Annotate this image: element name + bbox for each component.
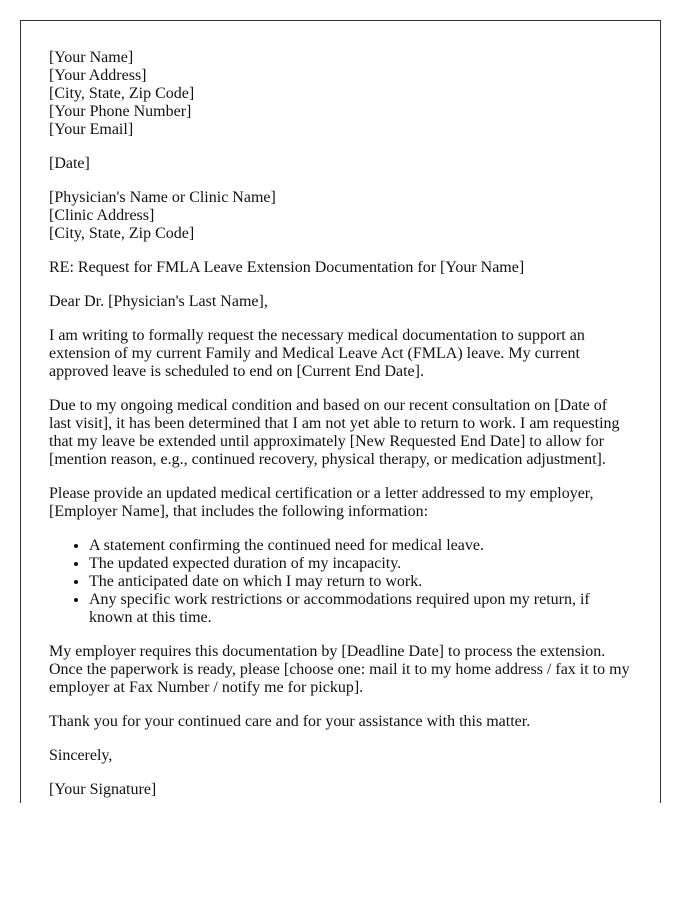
- list-item: • A statement confirming the continued need for medical leave.: [89, 537, 632, 555]
- list-item: • The updated expected duration of my incapacity.: [89, 555, 632, 573]
- subject-line: RE: Request for FMLA Leave Extension Documentation for [Your Name]: [49, 259, 525, 276]
- signoff: Sincerely,: [49, 747, 113, 764]
- list-item: • Any specific work restrictions or accommodations required upon my return, if known at this time.: [89, 591, 632, 627]
- sender-address: [Your Address]: [49, 67, 147, 84]
- body-paragraph: Due to my ongoing medical condition and based on our recent consultation on [Date of last visit], it has been determined that I am not yet able to return to work. I am requesting that my leave be extended until approximately [New Requested End Date] to allow for [mention reason, e.g., continued recovery, physical therapy, or medication adjustment].: [49, 397, 620, 468]
- letter-date: [Date]: [49, 155, 90, 172]
- requirements-list: [49, 537, 632, 627]
- letter-page: [20, 20, 661, 803]
- recipient-name: [Physician's Name or Clinic Name]: [49, 189, 276, 206]
- sender-city: [City, State, Zip Code]: [49, 85, 195, 102]
- recipient-block: [49, 189, 632, 243]
- sender-phone: [Your Phone Number]: [49, 103, 192, 120]
- body-paragraph: Thank you for your continued care and for your assistance with this matter.: [49, 713, 531, 730]
- salutation: Dear Dr. [Physician's Last Name],: [49, 293, 268, 310]
- body-paragraph: My employer requires this documentation by [Deadline Date] to process the extension. Once the paperwork is ready, please [choose one: mail it to my home address / fax it to my employer at Fax Number / notify me for pickup].: [49, 643, 630, 696]
- body-paragraph: I am writing to formally request the necessary medical documentation to support an extension of my current Family and Medical Leave Act (FMLA) leave. My current approved leave is scheduled to end on [Current End Date].: [49, 327, 585, 380]
- recipient-city: [City, State, Zip Code]: [49, 225, 195, 242]
- sender-name: [Your Name]: [49, 49, 134, 66]
- recipient-address: [Clinic Address]: [49, 207, 155, 224]
- list-item: • The anticipated date on which I may return to work.: [89, 573, 632, 591]
- sender-block: [49, 49, 632, 139]
- signature: [Your Signature]: [49, 781, 157, 798]
- body-paragraph: Please provide an updated medical certification or a letter addressed to my employer, [Employer Name], that includes the following information:: [49, 485, 594, 520]
- sender-email: [Your Email]: [49, 121, 134, 138]
